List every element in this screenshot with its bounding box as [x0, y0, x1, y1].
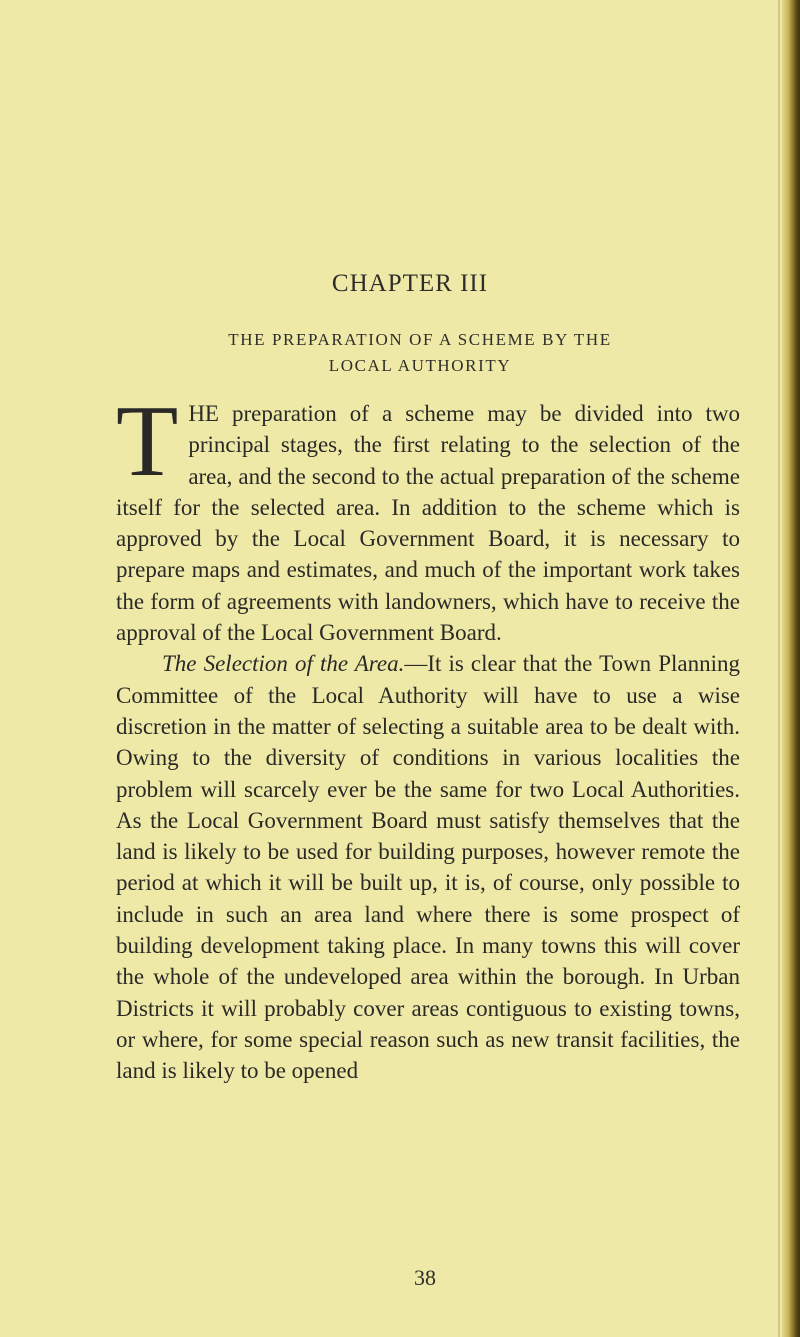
body-text	[116, 385, 740, 1087]
chapter-subtitle-line-1: THE PREPARATION OF A SCHEME BY THE	[228, 330, 612, 349]
section-heading-selection: The Selection of the Area.	[162, 651, 405, 677]
page-shadow-line	[778, 0, 780, 1337]
page-number: 38	[414, 1265, 436, 1290]
chapter-title: CHAPTER III	[331, 270, 489, 297]
paragraph-intro	[116, 385, 740, 648]
chapter-subtitle-line-2: LOCAL AUTHORITY	[328, 356, 512, 375]
book-page-edge	[782, 0, 800, 1337]
drop-cap: T	[116, 385, 179, 498]
paragraph-selection-text: —It is clear that the Town Planning Committee of the Local Authority will have to use a wise discretion in the matter of selecting a suitable area to be dealt with. Owing to the diversity of conditions in various localities the problem will scarcely ever be the same for two Local Authorities. As the Local Government Board must satisfy themselves that the land is likely to be used for building purposes, however remote the period at which it will be built up, it is, of course, only possible to include in such an area land where there is some prospect of building development taking place. In many towns this will cover the whole of the undeveloped area within the borough. In Urban Districts it will probably cover areas contiguous to existing towns, or where, for some special reason such as new transit facilities, the land is likely to be opened	[116, 651, 740, 1084]
paragraph-selection	[116, 648, 740, 1086]
paragraph-intro-text: HE preparation of a scheme may be divided into two principal stages, the first relating to the selection of the area, and the second to the actual preparation of the scheme itself for the selected area. In addition to the scheme which is approved by the Local Government Board, it is necessary to prepare maps and estimates, and much of the important work takes the form of agreements with landowners, which have to receive the approval of the Local Government Board.	[116, 401, 740, 646]
